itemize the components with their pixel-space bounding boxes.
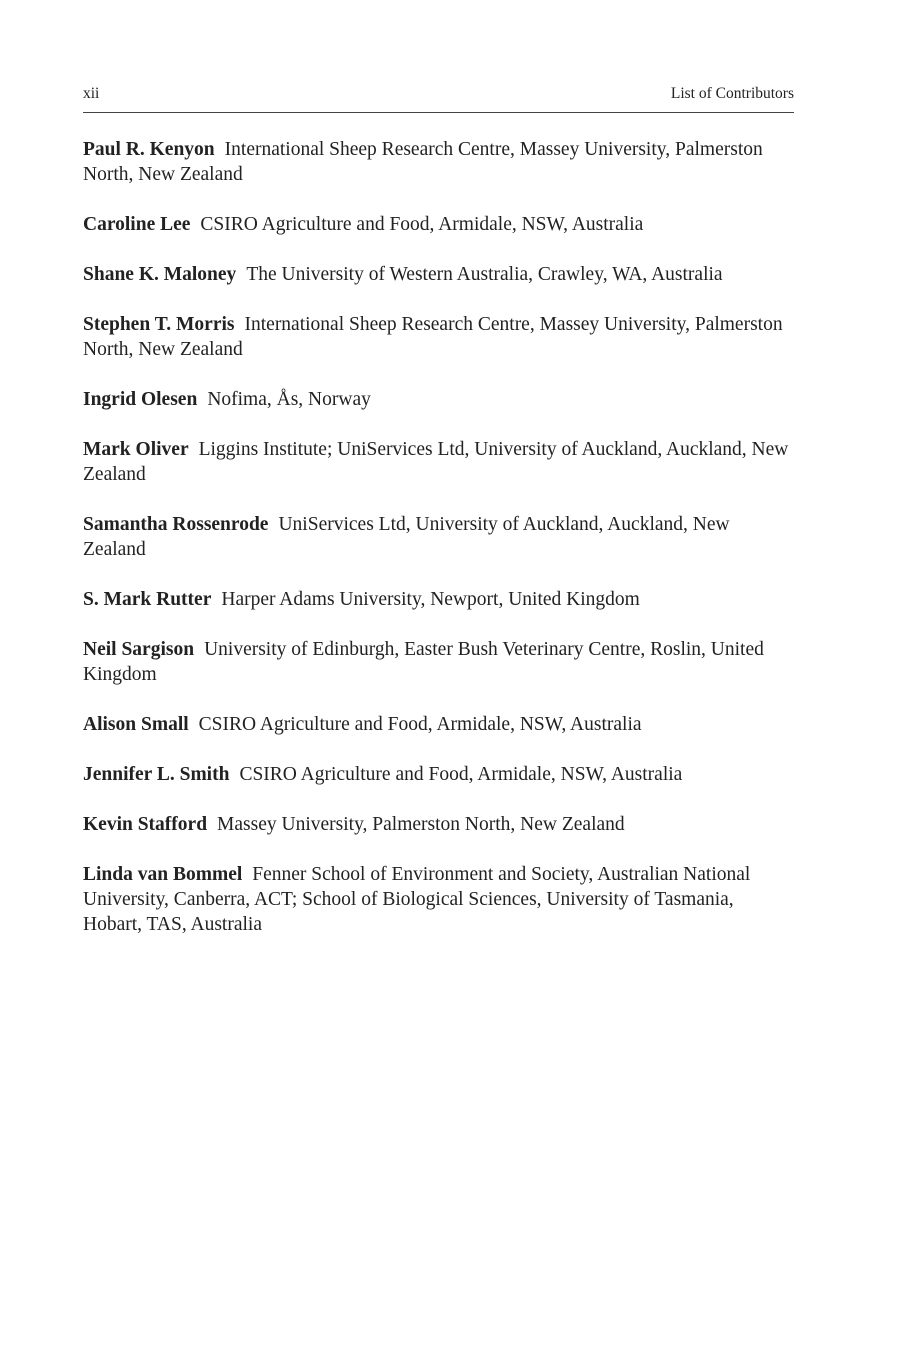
contributor-entry bbox=[83, 212, 794, 237]
contributor-affiliation: University of Edinburgh, Easter Bush Veterinary Centre, Roslin, United Kingdom bbox=[83, 639, 764, 685]
contributor-name: S. Mark Rutter bbox=[83, 589, 212, 610]
contributor-affiliation: Nofima, Ås, Norway bbox=[207, 389, 371, 410]
contributor-entry bbox=[83, 762, 794, 787]
contributor-list bbox=[83, 137, 794, 937]
page-number: xii bbox=[83, 85, 100, 102]
contributor-name: Paul R. Kenyon bbox=[83, 139, 215, 160]
contributor-affiliation: International Sheep Research Centre, Massey University, Palmerston North, New Zealand bbox=[83, 139, 763, 185]
section-title: List of Contributors bbox=[670, 85, 794, 102]
contributor-entry bbox=[83, 312, 794, 362]
contributor-entry bbox=[83, 262, 794, 287]
contributor-affiliation: International Sheep Research Centre, Massey University, Palmerston North, New Zealand bbox=[83, 314, 783, 360]
contributor-name: Alison Small bbox=[83, 714, 189, 735]
contributor-entry bbox=[83, 512, 794, 562]
contributor-entry bbox=[83, 712, 794, 737]
contributor-name: Kevin Stafford bbox=[83, 814, 208, 835]
contributor-name: Linda van Bommel bbox=[83, 864, 243, 885]
contributor-affiliation: Harper Adams University, Newport, United Kingdom bbox=[221, 589, 640, 610]
contributor-affiliation: Massey University, Palmerston North, New Zealand bbox=[217, 814, 625, 835]
contributor-entry bbox=[83, 862, 794, 937]
contributor-affiliation: Liggins Institute; UniServices Ltd, University of Auckland, Auckland, New Zealand bbox=[83, 439, 789, 485]
contributor-entry bbox=[83, 587, 794, 612]
contributor-affiliation: Fenner School of Environment and Society, Australian National University, Canberra, ACT; School of Biological Sciences, University of Tasmania, Hobart, TAS, Australia bbox=[83, 864, 751, 935]
contributor-name: Caroline Lee bbox=[83, 214, 191, 235]
contributor-name: Jennifer L. Smith bbox=[83, 764, 230, 785]
contributor-entry bbox=[83, 637, 794, 687]
contributor-name: Neil Sargison bbox=[83, 639, 195, 660]
contributor-affiliation: The University of Western Australia, Crawley, WA, Australia bbox=[246, 264, 723, 285]
contributor-affiliation: CSIRO Agriculture and Food, Armidale, NSW, Australia bbox=[198, 714, 642, 735]
contributor-name: Stephen T. Morris bbox=[83, 314, 235, 335]
contributor-entry bbox=[83, 812, 794, 837]
running-head bbox=[83, 84, 794, 113]
book-page bbox=[83, 84, 794, 962]
contributor-entry bbox=[83, 437, 794, 487]
contributor-name: Samantha Rossenrode bbox=[83, 514, 269, 535]
contributor-name: Ingrid Olesen bbox=[83, 389, 198, 410]
contributor-entry bbox=[83, 387, 794, 412]
contributor-entry bbox=[83, 137, 794, 187]
contributor-name: Shane K. Maloney bbox=[83, 264, 237, 285]
contributor-affiliation: UniServices Ltd, University of Auckland, Auckland, New Zealand bbox=[83, 514, 730, 560]
contributor-affiliation: CSIRO Agriculture and Food, Armidale, NSW, Australia bbox=[200, 214, 644, 235]
contributor-affiliation: CSIRO Agriculture and Food, Armidale, NSW, Australia bbox=[239, 764, 683, 785]
contributor-name: Mark Oliver bbox=[83, 439, 189, 460]
